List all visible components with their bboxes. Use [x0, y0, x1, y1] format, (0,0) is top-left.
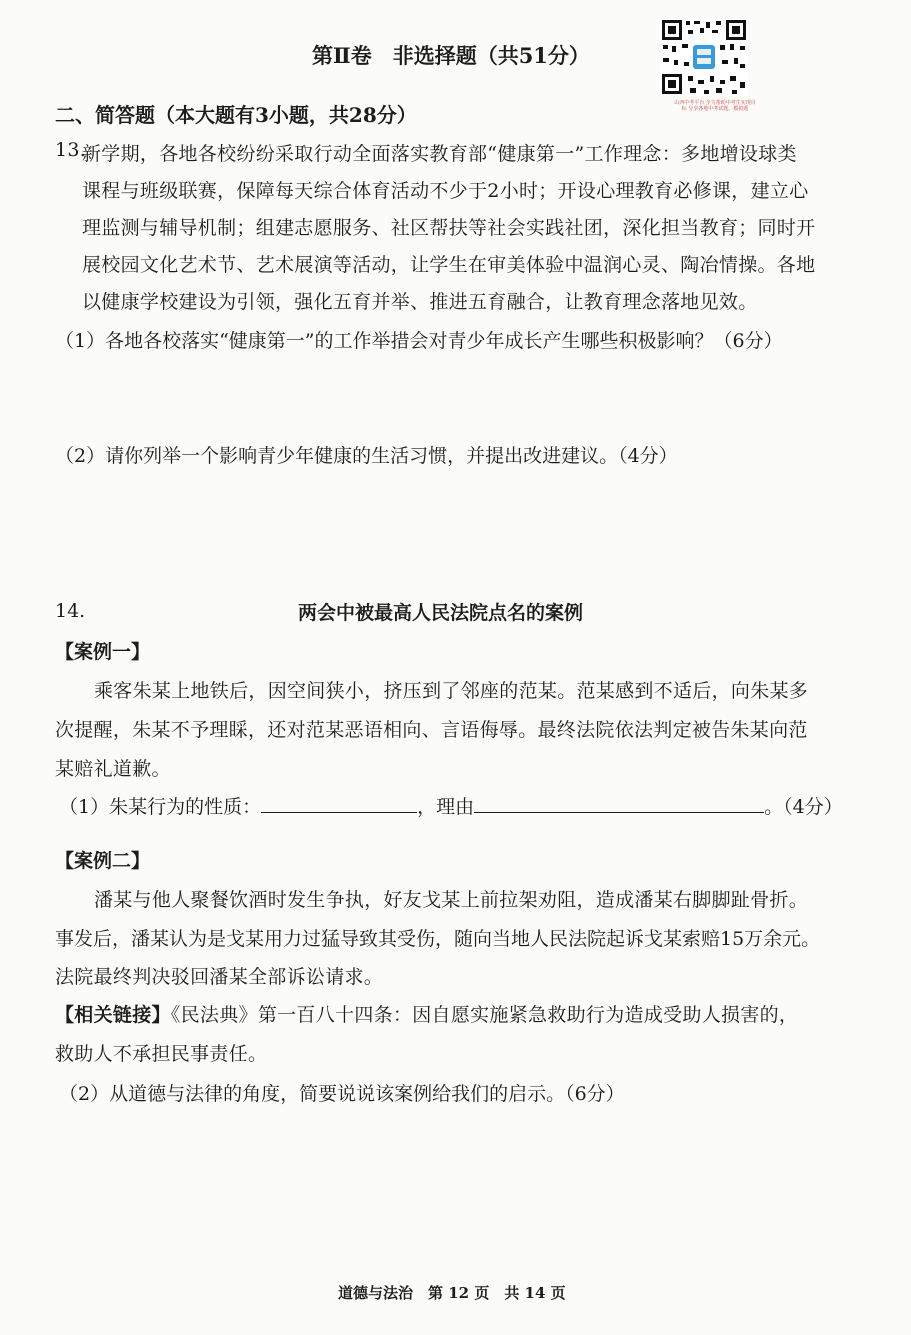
- q13-paragraph-line-3: 理监测与辅导机制；组建志愿服务、社区帮扶等社会实践社团，深化担当教育；同时开: [82, 217, 816, 239]
- related-link-label: 【相关链接】: [55, 1004, 171, 1026]
- case2-line-1: 潘某与他人聚餐饮酒时发生争执，好友戈某上前拉架劝阻，造成潘某右脚脚趾骨折。: [94, 889, 809, 911]
- q13-paragraph-line-1: 新学期，各地各校纷纷采取行动全面落实教育部“健康第一”工作理念：多地增设球类: [82, 143, 797, 165]
- answer-blank-reason[interactable]: [474, 796, 764, 813]
- case1-label: 【案例一】: [55, 641, 151, 663]
- answer-blank-nature[interactable]: [261, 796, 417, 813]
- page-footer: 道德与法治 第 12 页 共 14 页: [338, 1284, 566, 1302]
- q14-title: 两会中被最高人民法院点名的案例: [298, 602, 584, 624]
- q14-number: 14.: [55, 600, 86, 622]
- case2-line-3: 法院最终判决驳回潘某全部诉讼请求。: [55, 966, 384, 988]
- case1-line-1: 乘客朱某上地铁后，因空间狭小，挤压到了邻座的范某。范某感到不适后，向朱某多: [94, 680, 809, 702]
- q13-subquestion-1: （1）各地各校落实“健康第一”的工作举措会对青少年成长产生哪些积极影响？（6分）: [55, 330, 783, 352]
- qr-caption: 山西中考平台 全力帮助中考生实现目标 分享各地中考试题、模拟题: [674, 100, 756, 112]
- q14-sub1-suffix: 。（4分）: [764, 796, 843, 818]
- case2-label: 【案例二】: [55, 850, 151, 872]
- qr-code-icon: [660, 18, 748, 96]
- q13-paragraph-line-2: 课程与班级联赛，保障每天综合体育活动不少于2小时；开设心理教育必修课，建立心: [82, 180, 809, 202]
- q14-subquestion-2: （2）从道德与法律的角度，简要说说该案例给我们的启示。（6分）: [59, 1083, 625, 1105]
- q14-sub1-mid: ，理由: [417, 796, 475, 818]
- q14-subquestion-1: [59, 792, 843, 819]
- related-link-text-1: 《民法典》第一百八十四条：因自愿实施紧急救助行为造成受助人损害的，: [170, 1004, 799, 1026]
- case1-line-2: 次提醒，朱某不予理睬，还对范某恶语相向、言语侮辱。最终法院依法判定被告朱某向范: [55, 719, 808, 741]
- part-title: 第Ⅱ卷 非选择题（共51分）: [312, 43, 590, 68]
- related-link-line-2: 救助人不承担民事责任。: [55, 1043, 268, 1065]
- section-heading: 二、简答题（本大题有3小题，共28分）: [55, 103, 417, 127]
- related-link-line-1: [55, 1000, 798, 1027]
- q13-paragraph-line-4: 展校园文化艺术节、艺术展演等活动，让学生在审美体验中温润心灵、陶冶情操。各地: [82, 254, 816, 276]
- q13-subquestion-2: （2）请你列举一个影响青少年健康的生活习惯，并提出改进建议。（4分）: [55, 445, 678, 467]
- q14-sub1-prefix: （1）朱某行为的性质：: [59, 796, 262, 818]
- q13-paragraph-line-5: 以健康学校建设为引领，强化五育并举、推进五育融合，让教育理念落地见效。: [82, 291, 758, 313]
- q13-number: 13.: [55, 139, 87, 161]
- case1-line-3: 某赔礼道歉。: [55, 758, 171, 780]
- case2-line-2: 事发后，潘某认为是戈某用力过猛导致其受伤，随向当地人民法院起诉戈某索赔15万余元。: [55, 928, 821, 950]
